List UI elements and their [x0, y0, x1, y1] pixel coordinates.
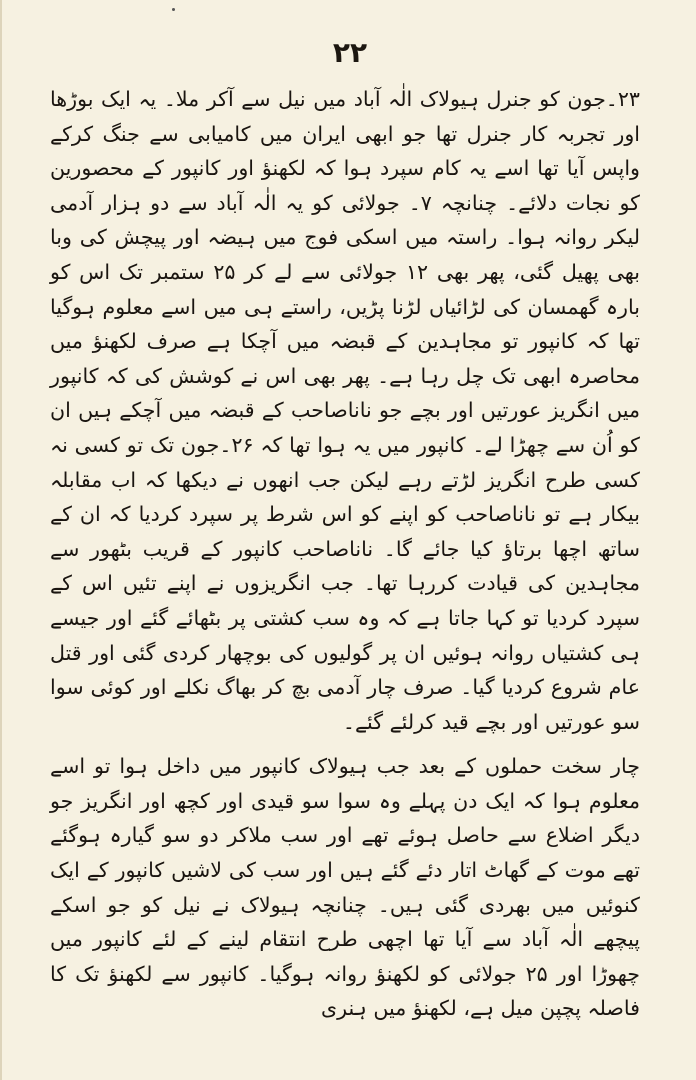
ink-speck: [172, 8, 175, 11]
page-number: ۲۲: [332, 36, 368, 69]
body-text: [50, 82, 640, 1026]
paragraph-1: ۲۳۔جون کو جنرل ہیولاک الٰہ آباد میں نیل سے آکر ملا۔ یہ ایک بوڑھا اور تجربہ کار جنرل تھا جو ابھی ایران میں کامیابی سے جنگ کرکے واپس آیا تھا اسے یہ کام سپرد ہوا کہ لکھنؤ اور کانپور کے محصورین کو نجات دلائے۔ چنانچہ ۷۔ جولائی کو یہ الٰہ آباد سے دو ہزار آدمی لیکر روانہ ہوا۔ راستہ میں اسکی فوج میں ہیضہ اور پیچش کی وبا بھی پھیل گئی، پھر بھی ۱۲ جولائی سے لے کر ۲۵ ستمبر تک اس کو بارہ گھمسان کی لڑائیاں لڑنا پڑیں، راستے ہی میں اسے معلوم ہوگیا تھا کہ کانپور تو مجاہدین کے قبضہ میں آچکا ہے صرف لکھنؤ میں محاصرہ ابھی تک چل رہا ہے۔ پھر بھی اس نے کوشش کی کہ کانپور میں انگریز عورتیں اور بچے جو ناناصاحب کے قبضہ میں آچکے ہیں ان کو اُن سے چھڑا لے۔ کانپور میں یہ ہوا تھا کہ ۲۶۔جون تک تو کسی نہ کسی طرح انگریز لڑتے رہے لیکن جب انھوں نے دیکھا کہ اب مقابلہ بیکار ہے تو ناناصاحب کو اپنے کو اس شرط پر سپرد کردیا کہ ان کے ساتھ اچھا برتاؤ کیا جائے گا۔ ناناصاحب کانپور کے قریب بٹھور سے مجاہدین کی قیادت کررہا تھا۔ جب انگریزوں نے اپنے تئیں اس کے سپرد کردیا تو کہا جاتا ہے کہ وہ سب کشتی پر بٹھائے گئے اور جیسے ہی کشتیاں روانہ ہوئیں ان پر گولیوں کی بوچھار کردی گئی اور قتل عام شروع کردیا گیا۔ صرف چار آدمی بچ کر بھاگ نکلے اور کوئی سوا سو عورتیں اور بچے قید کرلئے گئے۔: [50, 87, 640, 734]
paragraph-2: چار سخت حملوں کے بعد جب ہیولاک کانپور میں داخل ہوا تو اسے معلوم ہوا کہ ایک دن پہلے وہ سوا سو قیدی اور کچھ اور انگریز جو دیگر اضلاع سے حاصل ہوئے تھے اور سب ملاکر دو سو گیارہ ہوگئے تھے موت کے گھاٹ اتار دئے گئے ہیں اور سب کی لاشیں کانپور کے ایک کنوئیں میں بھردی گئی ہیں۔ چنانچہ ہیولاک نے نیل کو جو اسکے پیچھے الٰہ آباد سے آیا تھا اچھی طرح انتقام لینے کے لئے کانپور میں چھوڑا اور ۲۵ جولائی کو لکھنؤ روانہ ہوگیا۔ کانپور سے لکھنؤ تک کا فاصلہ پچپن میل ہے، لکھنؤ میں ہنری: [50, 754, 640, 1021]
